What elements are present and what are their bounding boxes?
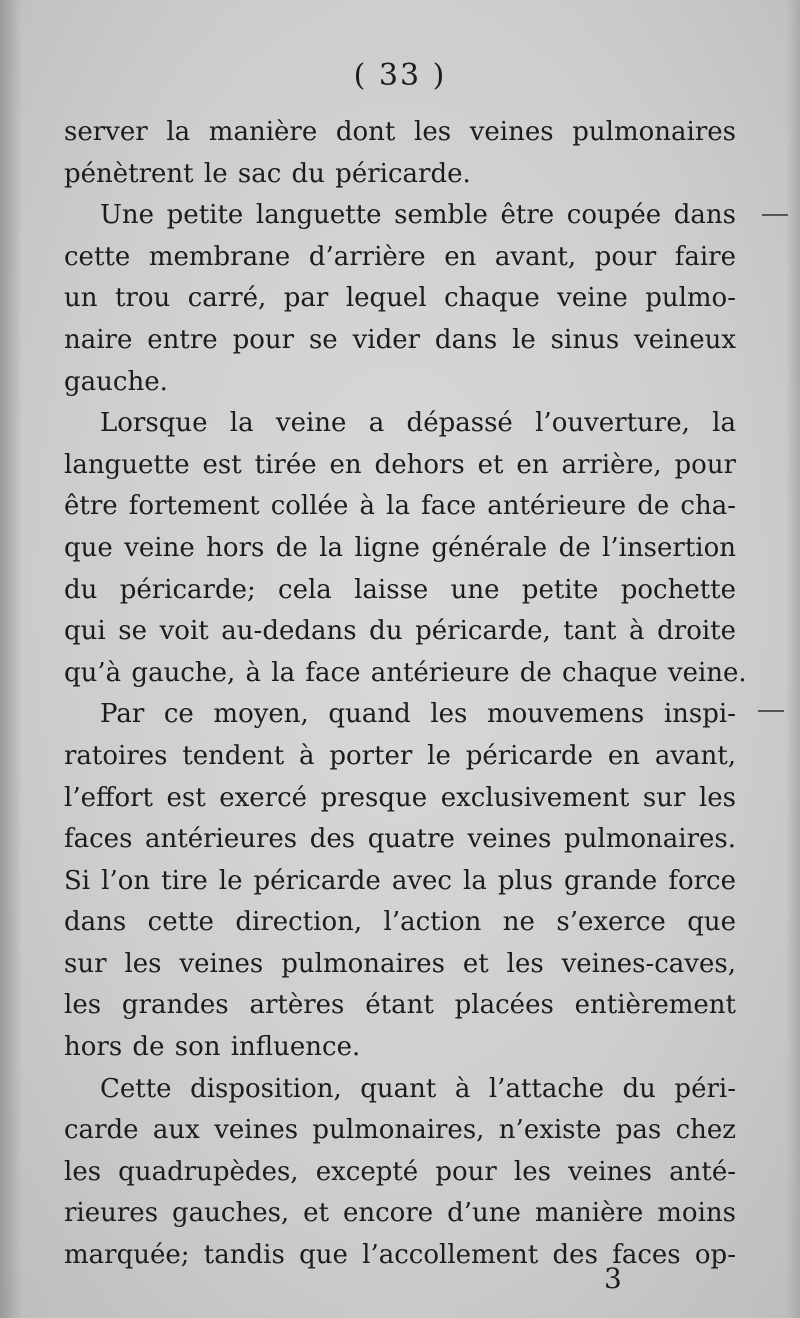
text-line: Lorsque la veine a dépassé l’ouverture, la: [100, 408, 736, 439]
text-line: l’effort est exercé presque exclusivement sur les: [64, 782, 736, 813]
text-line: un trou carré, par lequel chaque veine pulmo-: [64, 283, 736, 314]
text-line: sur les veines pulmonaires et les veines-caves,: [64, 948, 736, 979]
text-line: qu’à gauche, à la face antérieure de chaque veine.: [64, 657, 747, 688]
text-line: cette membrane d’arrière en avant, pour faire: [64, 241, 736, 272]
text-line: Une petite languette semble être coupée dans: [100, 200, 736, 231]
page-edge-shadow-left: [0, 0, 22, 1318]
text-line: Si l’on tire le péricarde avec la plus grande force: [64, 865, 736, 896]
text-line: les quadrupèdes, excepté pour les veines anté-: [64, 1156, 736, 1187]
page-number: ( 33 ): [353, 58, 447, 93]
text-line: Par ce moyen, quand les mouvemens inspi-: [100, 699, 736, 730]
text-line: pénètrent le sac du péricarde.: [64, 158, 471, 189]
text-line: Cette disposition, quant à l’attache du péri-: [100, 1073, 736, 1104]
text-line: faces antérieures des quatre veines pulmonaires.: [64, 824, 736, 855]
text-line: ratoires tendent à porter le péricarde en avant,: [64, 740, 736, 771]
text-line: les grandes artères étant placées entièrement: [64, 990, 736, 1021]
text-line: languette est tirée en dehors et en arrière, pour: [64, 449, 736, 480]
text-line: être fortement collée à la face antérieure de cha-: [64, 491, 736, 522]
signature-mark: 3: [604, 1262, 622, 1295]
text-line: carde aux veines pulmonaires, n’existe pas chez: [64, 1115, 736, 1146]
text-line: gauche.: [64, 366, 168, 397]
body-text: [64, 112, 747, 1277]
text-line: dans cette direction, l’action ne s’exerce que: [64, 907, 736, 938]
text-line: qui se voit au-dedans du péricarde, tant à droite: [64, 616, 736, 647]
margin-mark: [758, 710, 784, 712]
text-line: naire entre pour se vider dans le sinus veineux: [64, 324, 736, 355]
text-line: rieures gauches, et encore d’une manière moins: [64, 1198, 736, 1229]
page-edge-shadow-right: [786, 0, 800, 1318]
text-line: que veine hors de la ligne générale de l’insertion: [64, 532, 736, 563]
text-line: marquée; tandis que l’accollement des faces op-: [64, 1240, 736, 1271]
text-line: du péricarde; cela laisse une petite pochette: [64, 574, 736, 605]
text-line: hors de son influence.: [64, 1032, 361, 1063]
text-line: server la manière dont les veines pulmonaires: [64, 117, 736, 147]
margin-mark: [762, 214, 788, 216]
